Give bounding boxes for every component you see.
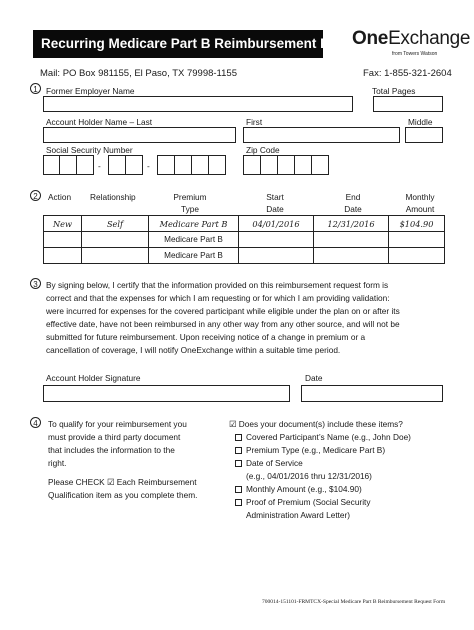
form-title: Recurring Medicare Part B Reimbursement Form [33,30,323,58]
amount-header: Amount [405,204,435,214]
logo-one: One [352,28,389,49]
zip-digit-box[interactable] [294,155,312,175]
certification-line: correct and that the expenses for which I am requesting or for which I am providing validation: [46,293,390,303]
signature-field[interactable] [43,385,290,402]
table-row [44,232,445,248]
zip-digit-box[interactable] [243,155,261,175]
end-date-cell[interactable] [314,248,389,264]
certification-line: were incurred for expenses for the covered participant while eligible under the plan on or after its [46,306,400,316]
checkbox[interactable] [235,499,242,506]
instruction-line: Qualification item as you complete them. [48,490,198,500]
ssn-digit-box[interactable] [125,155,143,175]
form-footer-code: 700014-151101-FRMTCX-Special Medicare Part B Reimbursement Request Form [262,599,446,605]
certification-line: By signing below, I certify that the information provided on this reimbursement request form is [46,280,389,290]
checklist-item-detail: Administration Award Letter) [246,510,351,520]
qualification-instructions [48,418,228,502]
relationship-cell[interactable]: Self [82,216,149,232]
oneexchange-logo [352,28,470,50]
checkbox[interactable] [235,434,242,441]
middle-name-field[interactable] [405,127,443,143]
ssn-field[interactable] [43,155,233,175]
ssn-label: Social Security Number [46,145,133,155]
monthly-amount-cell[interactable] [389,232,445,248]
ssn-digit-box[interactable] [108,155,126,175]
section-3-marker: 3 [30,278,41,289]
monthly-header: Monthly [405,192,435,202]
logo-subtitle: from Towers Watson [392,51,438,57]
last-name-field[interactable] [43,127,236,143]
premium-header: Premium [173,192,207,202]
ssn-dash: - [98,161,101,171]
instruction-line: that includes the information to the [48,445,175,455]
zip-digit-box[interactable] [311,155,329,175]
start-date-cell[interactable] [239,232,314,248]
mail-address: Mail: PO Box 981155, El Paso, TX 79998-1155 [40,68,237,79]
ssn-dash: - [147,161,150,171]
fax-number: Fax: 1-855-321-2604 [363,68,452,79]
instruction-line: must provide a third party document [48,432,181,442]
action-header: Action [48,192,72,202]
ssn-digit-box[interactable] [59,155,77,175]
checklist-item[interactable]: Proof of Premium (Social Security [229,496,464,509]
zip-code-field[interactable] [243,155,343,175]
relationship-cell[interactable] [82,232,149,248]
instruction-line: Please CHECK ☑ Each Reimbursement [48,477,197,487]
relationship-cell[interactable] [82,248,149,264]
certification-line: submitted for future reimbursement. Upon receiving notice of a change in premium or a [46,332,366,342]
checklist-item[interactable]: Date of Service [229,457,464,470]
end-date-cell[interactable]: 12/31/2016 [314,216,389,232]
checklist-item-detail: (e.g., 04/01/2016 thru 12/31/2016) [246,471,372,481]
section-4-marker: 4 [30,417,41,428]
reimbursement-table [43,215,445,264]
section-1-marker: 1 [30,83,41,94]
checklist-item[interactable]: Covered Participant’s Name (e.g., John Doe) [229,431,464,444]
instruction-line: To qualify for your reimbursement you [48,419,187,429]
certification-text [46,279,461,357]
action-cell[interactable] [44,232,82,248]
end-date-cell[interactable] [314,232,389,248]
date-field[interactable] [301,385,443,402]
middle-name-label: Middle [408,117,433,127]
zip-code-label: Zip Code [246,145,280,155]
section-2-marker: 2 [30,190,41,201]
checkbox[interactable] [235,460,242,467]
premium-type-cell: Medicare Part B [149,248,239,264]
ssn-digit-box[interactable] [174,155,192,175]
former-employer-label: Former Employer Name [46,86,135,96]
premium-type-header: Type [181,204,199,214]
checklist-item[interactable]: Premium Type (e.g., Medicare Part B) [229,444,464,457]
table-row [44,248,445,264]
checkbox[interactable] [235,486,242,493]
monthly-amount-cell[interactable]: $104.90 [389,216,445,232]
certification-line: effective date, have not been reimbursed in any other way from any other source, and will not be [46,319,400,329]
ssn-digit-box[interactable] [191,155,209,175]
first-name-label: First [246,117,263,127]
start-date-cell[interactable] [239,248,314,264]
zip-digit-box[interactable] [277,155,295,175]
ssn-digit-box[interactable] [208,155,226,175]
total-pages-field[interactable] [373,96,443,112]
logo-exchange: Exchange [388,28,471,49]
start-date-header: Date [266,204,284,214]
checklist-question: ☑ Does your document(s) include these items? [229,419,403,429]
zip-digit-box[interactable] [260,155,278,175]
instruction-line: right. [48,458,67,468]
premium-type-cell[interactable]: Medicare Part B [149,216,239,232]
start-header: Start [266,192,284,202]
action-cell[interactable] [44,248,82,264]
monthly-amount-cell[interactable] [389,248,445,264]
relationship-header: Relationship [90,192,136,202]
premium-type-cell: Medicare Part B [149,232,239,248]
table-row [44,216,445,232]
action-cell[interactable]: New [44,216,82,232]
former-employer-field[interactable] [43,96,353,112]
start-date-cell[interactable]: 04/01/2016 [239,216,314,232]
ssn-digit-box[interactable] [76,155,94,175]
account-holder-last-label: Account Holder Name – Last [46,117,153,127]
checklist-item[interactable]: Monthly Amount (e.g., $104.90) [229,483,464,496]
qualification-checklist [229,418,464,522]
checkbox[interactable] [235,447,242,454]
end-date-header: Date [344,204,362,214]
date-label: Date [305,373,323,383]
signature-label: Account Holder Signature [46,373,141,383]
first-name-field[interactable] [243,127,400,143]
end-header: End [345,192,361,202]
certification-line: cancellation of coverage, I will notify OneExchange within a suitable time period. [46,345,341,355]
ssn-digit-box[interactable] [43,155,60,175]
total-pages-label: Total Pages [372,86,416,96]
ssn-digit-box[interactable] [157,155,175,175]
